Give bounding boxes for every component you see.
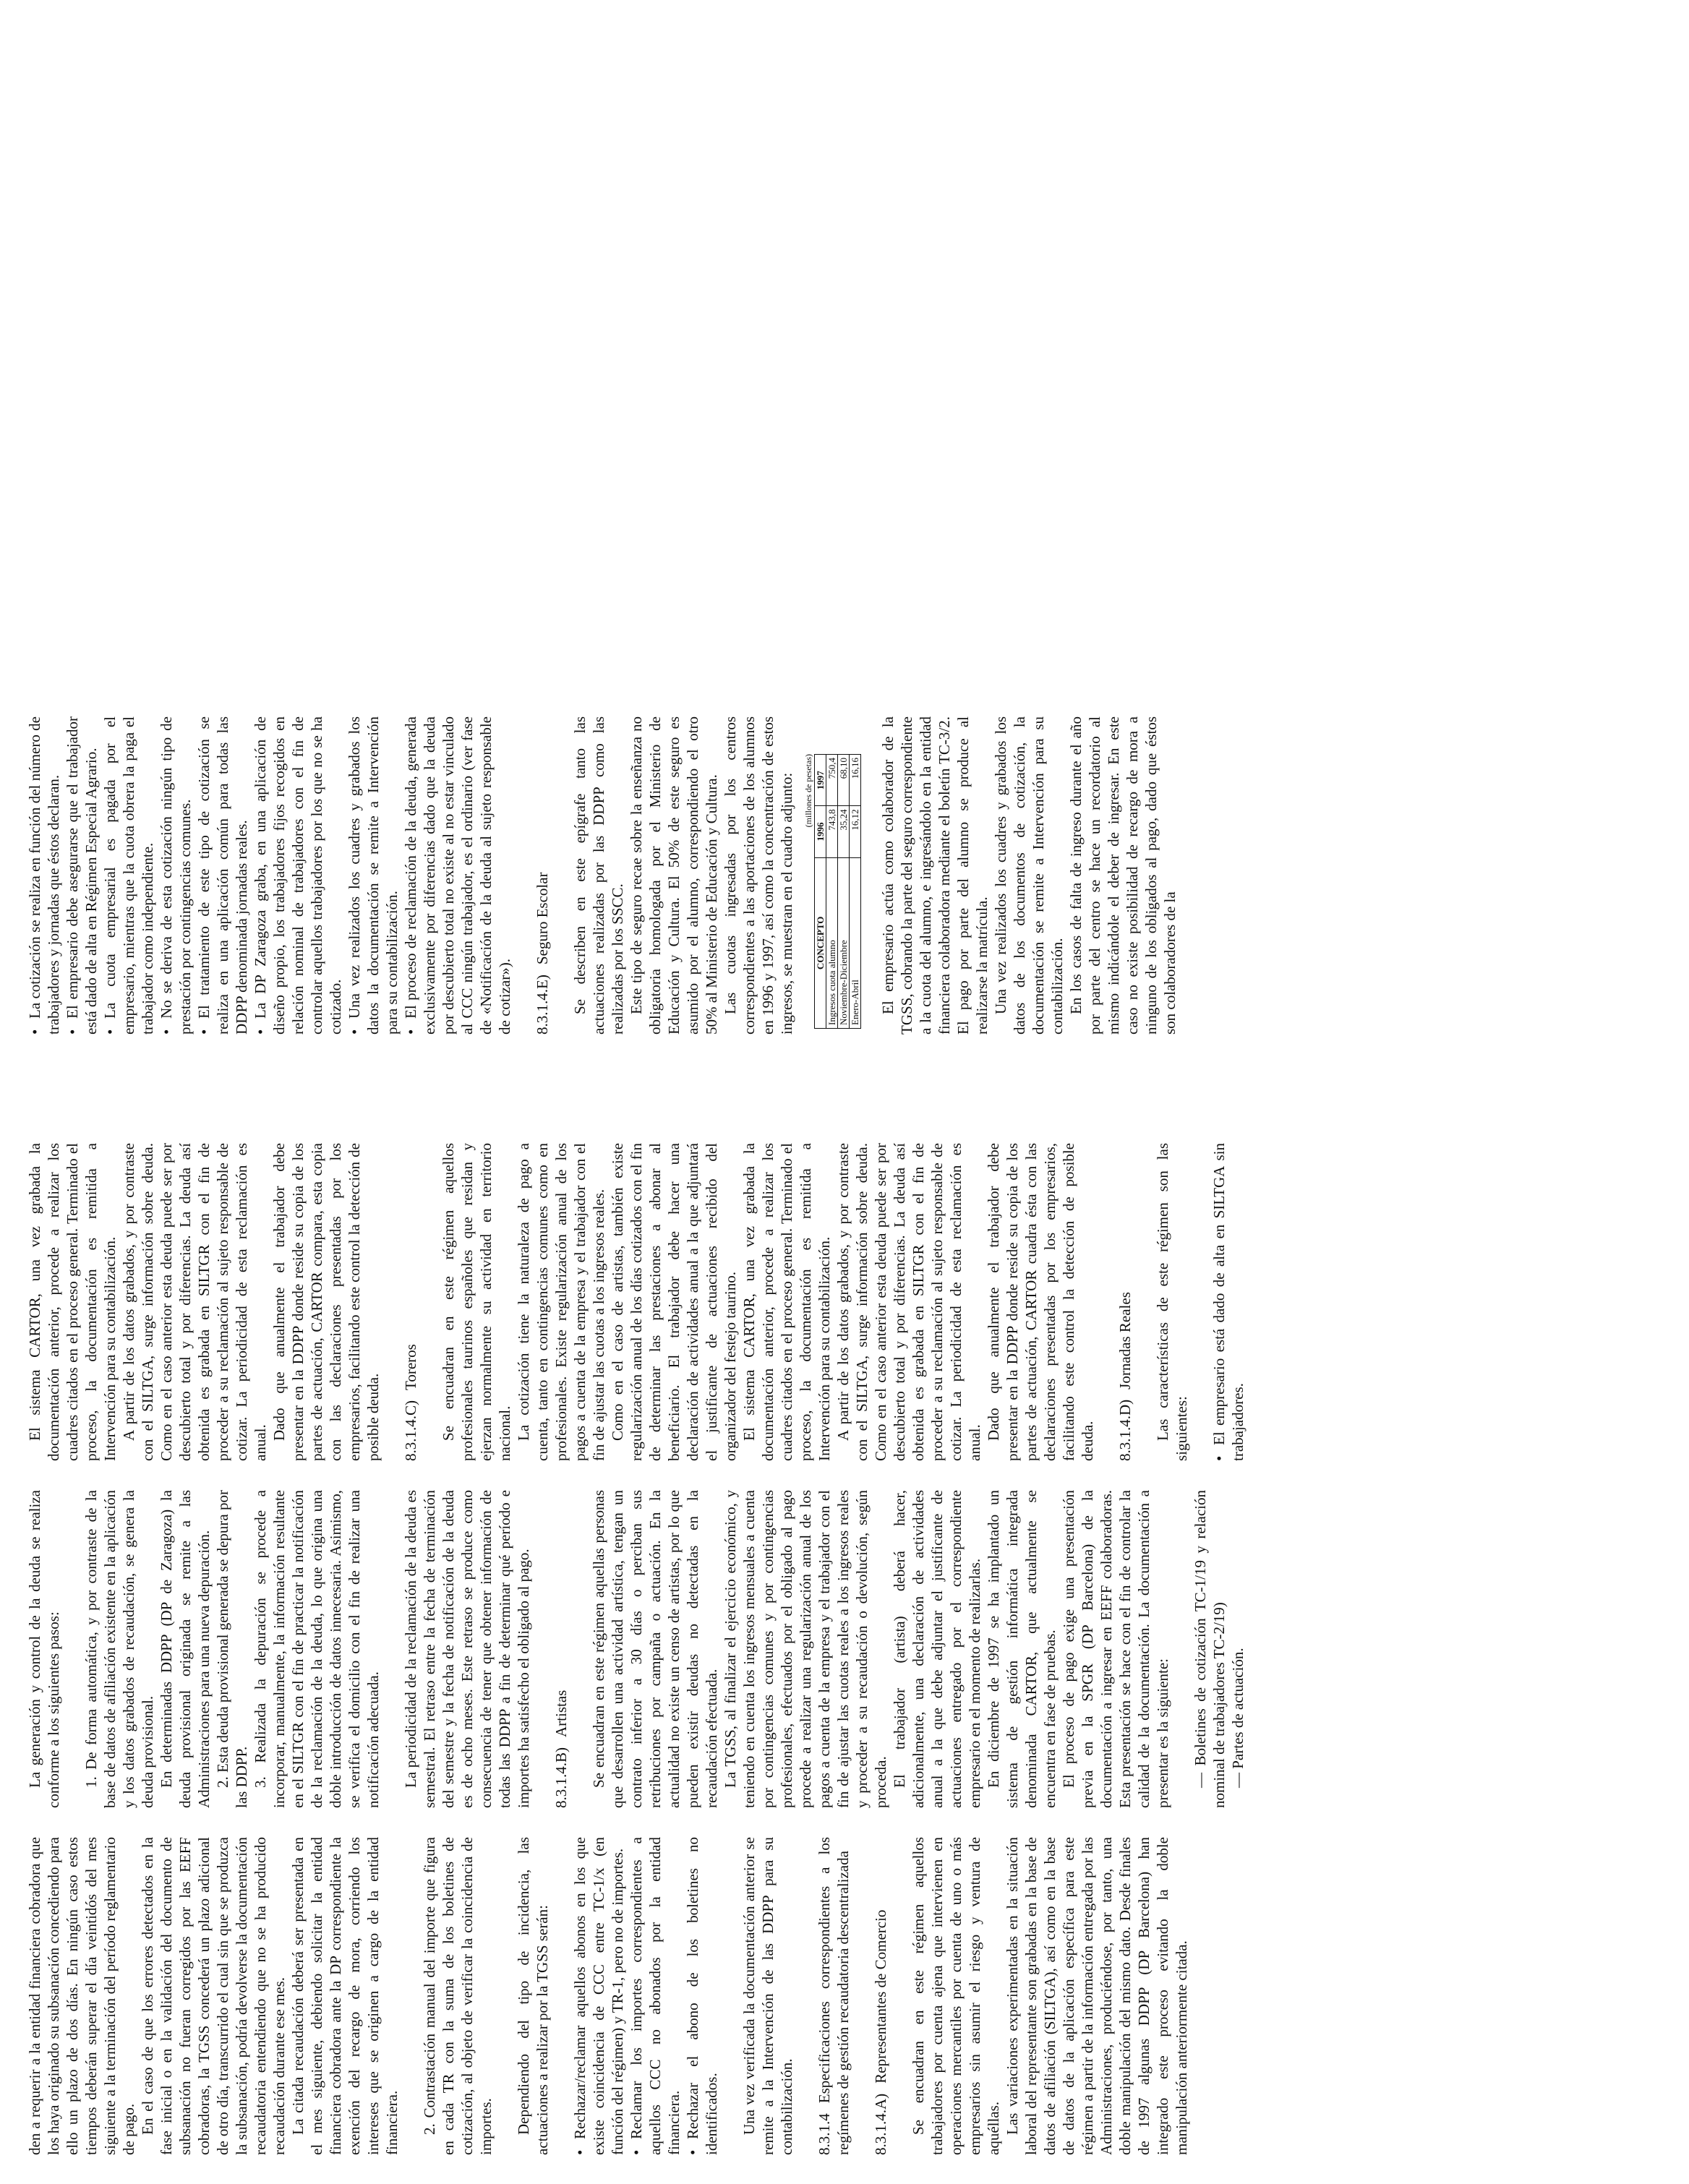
paragraph: La cotización tiene la naturaleza de pago a cuenta, tanto en contingencias comunes como en profesionales. Existe regularización anual de los pagos a cuenta de la empresa y el trabajador con el fin de ajustar las cuotas a los ingresos reales. — [515, 1143, 607, 1461]
bullet-icon: • — [252, 1029, 269, 1035]
bullet-icon: • — [402, 1029, 419, 1035]
bullet-text: Rechazar el abono de los boletines no identificados. — [684, 1837, 720, 2155]
table-row — [826, 755, 838, 1029]
table-row — [850, 755, 861, 1029]
paragraph: 2. Esta deuda provisional generada se depura por las DDPP. — [214, 1490, 250, 1808]
bullet-item — [570, 1837, 627, 2155]
bullet-text: La cuota empresarial es pagada por el empresario, mientras que la cuota obrera la paga el trabajador como independiente. — [101, 716, 156, 1035]
bullet-text: Rechazar/reclamar aquellos abonos en los que existe coincidencia de CCC entre TC-1/x (en función del régimen) y TR-1, pero no de importes. — [571, 1837, 626, 2155]
section-heading — [552, 1490, 570, 1808]
section-heading — [871, 1837, 890, 2155]
left-page-column-2 — [25, 1490, 1681, 1808]
right-page-column-1 — [25, 716, 1681, 1035]
right-page — [25, 15, 1681, 1035]
paragraph: El sistema CARTOR, una vez grabada la documentación anterior, procede a realizar los cuadres citados en el proceso general. Terminado el proceso, la documentación es remitida a Intervención para su contabilización. — [26, 1143, 119, 1461]
paragraph: Una vez realizados los cuadres y grabados los datos de los documentos de cotización, la documentación se remite a Intervención para su contabilización. — [992, 716, 1066, 1035]
section-number: 8.3.1.4 — [816, 2113, 833, 2155]
section-heading — [533, 716, 552, 1035]
bullet-item — [251, 716, 345, 1035]
table-cell: Noviembre-Diciembre — [838, 857, 850, 1028]
bullet-icon: • — [195, 1029, 213, 1035]
paragraph: El sistema CARTOR, una vez grabada la documentación anterior, procede a realizar los cuadres citados en el proceso general. Terminado el proceso, la documentación es remitida a Intervención para su contabilización. — [740, 1143, 833, 1461]
right-page-column-1-text — [25, 716, 796, 1035]
section-number: 8.3.1.4.D) — [1116, 1399, 1134, 1461]
dash-list-item: — Partes de actuación. — [1229, 1648, 1247, 1788]
left-page-column-1 — [25, 1837, 1681, 2155]
section-title: Toreros — [402, 1344, 419, 1390]
bullet-item — [627, 1837, 683, 2155]
paragraph: Las características de este régimen son las siguientes: — [1154, 1143, 1190, 1461]
right-page-column-1-text-after-table — [878, 716, 1179, 1035]
bullet-icon: • — [26, 1029, 43, 1035]
paragraph: Dado que anualmente el trabajador debe presentar en la DDPP donde reside su copia de los partes de actuación, CARTOR compara, esta copia con las declaraciones presentadas por los empresarios, facilitando este control la detección de posible deuda. — [270, 1143, 382, 1461]
bullet-text: Reclamar los importes correspondientes a aquellos CCC no abonados por la entidad financiera. — [628, 1837, 683, 2155]
bullet-text: La DP Zaragoza graba, en una aplicación de diseño propio, los trabajadores fijos recogidos en relación nominal de trabajadores con el fin de controlar aquellos trabajadores por los que no se ha cotizado. — [252, 716, 344, 1035]
table-unit: (millones de pesetas) — [803, 754, 813, 828]
paragraph: Las variaciones experimentadas en la situación laboral del representante son grabadas en la base de datos de afiliación (SILTGA), así como en la base de datos de la aplicación específica para este régimen a partir de la información entregada por las Administraciones, produciéndose, por tanto, una doble manipulación del mismo dato. Desde finales de 1997 algunas DDPP (DP Barcelona) han integrado este proceso evitando la doble manipulación anteriormente citada. — [1004, 1837, 1190, 2155]
paragraph: En los casos de falta de ingreso durante el año por parte del centro se hace un recordatorio al mismo indicándole el deber de ingresar. En este caso no existe posibilidad de recargo de mora a ninguno de los obligados al pago, dado que éstos son colaboradores de la — [1067, 716, 1179, 1035]
bullet-item — [25, 716, 63, 1035]
section-number: 8.3.1.4.C) — [402, 1400, 419, 1461]
bullet-icon: • — [101, 1029, 119, 1035]
section-number: 8.3.1.4.B) — [552, 1747, 570, 1808]
paragraph: A partir de los datos grabados, y por contraste con el SILTGA, surge información sobre deuda. Como en el caso anterior esta deuda puede ser por descubierto total y por diferencias. La deuda así obtenida es grabada en SILTGR con el fin de proceder a su reclamación al sujeto responsable de cotizar. La periodicidad de esta reclamación es anual. — [120, 1143, 269, 1461]
bullet-text: El proceso de reclamación de la deuda, generada exclusivamente por diferencias dado que la deuda por descubierto total no existe al no estar vinculado al CCC ningún trabajador, es el ordinario (ver fase de «Notificación de la deuda al sujeto responsable de cotizar»). — [402, 716, 513, 1035]
paragraph: 1. De forma automática, y por contraste de la base de datos de afiliación existente en la aplicación y los datos grabados de recaudación, se genera la deuda provisional. — [82, 1490, 156, 1808]
bullet-text: Una vez realizados los cuadres y grabados los datos la documentación se remite a Intervención para su contabilización. — [346, 716, 401, 1035]
bullet-item — [157, 716, 194, 1035]
section-title: Seguro Escolar — [534, 872, 551, 965]
paragraph: Se encuadran en este régimen aquellos trabajadores por cuenta ajena que intervienen en operaciones mercantiles por cuenta de uno o más empresarios sin asumir el riesgo y ventura de aquéllas. — [910, 1837, 1002, 2155]
bullet-item — [345, 716, 401, 1035]
bullet-text: El empresario está dado de alta en SILTGA sin trabajadores. — [1210, 1143, 1247, 1461]
section-heading — [401, 1143, 420, 1461]
paragraph: La generación y control de la deuda se realiza conforme a los siguientes pasos: — [26, 1490, 62, 1808]
table-cell: 35,24 — [838, 806, 850, 857]
bullet-icon: • — [1210, 1455, 1228, 1461]
paragraph: Como en el caso de artistas, también existe regularización anual de los días cotizados con el fin de determinar las prestaciones a abonar al beneficiario. El trabajador debe hacer una declaración de actividades anual a la que adjuntará el justificante de actuaciones recibido del organizador del festejo taurino. — [609, 1143, 739, 1461]
paragraph: La citada recaudación deberá ser presentada en el mes siguiente, debiendo solicitar la entidad financiera cobradora ante la DP correspondiente la exención del recargo de mora, corriendo los intereses que se originen a cargo de la entidad financiera. — [289, 1837, 401, 2155]
paragraph: Dado que anualmente el trabajador debe presentar en la DDPP donde reside su copia de los partes de actuación, CARTOR cuadra ésta con las declaraciones presentadas por los empresarios, facilitando este control la detección de posible deuda. — [985, 1143, 1096, 1461]
bullet-icon: • — [628, 2149, 645, 2155]
section-number: 8.3.1.4.A) — [872, 2093, 889, 2155]
paragraph: Se encuadran en este régimen aquellos profesionales taurinos españoles que residan y ejerzan normalmente su actividad en territorio nacional. — [440, 1143, 513, 1461]
paragraph: El proceso de pago exige una presentación previa en la SPGR (DP Barcelona) de la documentación a ingresar en EEFF colaboradoras. Esta presentación se hace con el fin de controlar la calidad de la documentación. La documentación a presentar es la siguiente: — [1060, 1490, 1171, 1808]
bullet-icon: • — [571, 2149, 589, 2155]
table-header-concepto: CONCEPTO — [815, 857, 826, 1028]
table-row — [838, 755, 850, 1029]
paragraph: Este tipo de seguro recae sobre la enseñanza no obligatoria homologada por el Ministerio de Educación y Cultura. El 50% de este seguro es asumido por el alumno, correspondiendo el otro 50% al Ministerio de Educación y Cultura. — [628, 716, 720, 1035]
table-cell: 750,4 — [826, 755, 838, 806]
left-page — [25, 1143, 1681, 2155]
bullet-icon: • — [346, 1029, 363, 1035]
bullet-item — [401, 716, 514, 1035]
bullet-text: No se deriva de esta cotización ningún tipo de prestación por contingencias comunes. — [158, 716, 194, 1035]
table-header-1997: 1997 — [815, 755, 826, 806]
section-title: Especificaciones correspondientes a los regímenes de gestión recaudatoria descentralizada — [816, 1837, 852, 2155]
paragraph: A partir de los datos grabados, y por contraste con el SILTGA, surge información sobre deuda. Como en el caso anterior esta deuda puede ser por descubierto total y por diferencias. La deuda así obtenida es grabada en SILTGR con el fin de proceder a su reclamación al sujeto responsable de cotizar. La periodicidad de esta reclamación es anual. — [834, 1143, 983, 1461]
seguro-escolar-table — [803, 754, 861, 1029]
paragraph: Las cuotas ingresadas por los centros correspondientes a las aportaciones de los alumnos en 1996 y 1997, así como la concentración de estos ingresos, se muestran en el cuadro adjunto: — [722, 716, 795, 1035]
paragraph: La periodicidad de la reclamación de la deuda es semestral. El retraso entre la fecha de terminación del semestre y la fecha de notificación de la deuda es de ocho meses. Este retraso se produce como consecuencia de tener que obtener información de todas las DDPP a fin de determinar qué período e importes ha satisfecho el obligado al pago. — [402, 1490, 532, 1808]
table-cell: 16,16 — [850, 755, 861, 806]
paragraph: El trabajador (artista) deberá hacer, adicionalmente, una declaración de actividades anual a la que debe adjuntar el justificante de actuaciones entregado por el correspondiente empresario en el momento de realizarlas. — [891, 1490, 983, 1808]
bullet-text: El tratamiento de este tipo de cotización se realiza en una aplicación común para todas las DDPP denominada jornadas reales. — [195, 716, 250, 1035]
bullet-icon: • — [64, 1029, 81, 1035]
section-heading — [1116, 1143, 1134, 1461]
bullet-text: La cotización se realiza en función del número de trabajadores y jornadas que éstos declaran. — [26, 716, 62, 1035]
paragraph: 3. Realizada la depuración se procede a incorporar, manualmente, la información resultante en el SILTGR con el fin de practicar la notificación de la reclamación de la deuda, lo que origina una doble introducción de datos innecesaria. Asimismo, se verifica el domicilio con el fin de realizar una notificación adecuada. — [252, 1490, 382, 1808]
section-title: Artistas — [552, 1690, 570, 1737]
paragraph: Se describen en este epígrafe tanto las actuaciones realizadas por las DDPP como las realizadas por los SSCC. — [571, 716, 626, 1035]
left-page-column-3 — [25, 1143, 1681, 1461]
paragraph: Dependiendo del tipo de incidencia, las actuaciones a realizar por la TGSS serán: — [515, 1837, 551, 2155]
paragraph: La TGSS, al finalizar el ejercicio económico, y teniendo en cuenta los ingresos mensuales a cuenta por contingencias comunes y por contingencias profesionales, efectuados por el obligado al pago procede a realizar una regularización anual de los pagos a cuenta de la empresa y el trabajador con el fin de ajustar las cuotas reales a los ingresos reales y proceder a su recaudación o devolución, según proceda. — [722, 1490, 889, 1808]
table-header-1996: 1996 — [815, 806, 826, 857]
bullet-item — [101, 716, 157, 1035]
bullet-item — [63, 716, 101, 1035]
paragraph: Una vez verificada la documentación anterior se remite a la Intervención de las DDPP para su contabilización. — [740, 1837, 795, 2155]
bullet-item — [194, 716, 251, 1035]
section-title: Representantes de Comercio — [872, 1909, 889, 2084]
paragraph: den a requerir a la entidad financiera cobradora que los haya originado su subsanación concediendo para ello un plazo de dos días. En ningún caso estos tiempos deberán superar el día veintidós del mes siguiente a la terminación del período reglamentario de pago. — [26, 1837, 137, 2155]
paragraph: En determinadas DDPP (DP de Zaragoza) la deuda provisional originada se remite a las Administraciones para una nueva depuración. — [158, 1490, 213, 1808]
section-heading — [815, 1837, 852, 2155]
table-cell: Ingresos cuota alumno — [826, 857, 838, 1028]
dash-list-item: — Boletines de cotización TC-1/19 y relación nominal de trabajadores TC-2/19) — [1192, 1490, 1228, 1808]
bullet-icon: • — [158, 1029, 175, 1035]
bullet-text: El empresario debe asegurarse que el trabajador está dado de alta en Régimen Especial Agrario. — [64, 716, 100, 1035]
table-cell: 68,10 — [838, 755, 850, 806]
paragraph: 2. Contrastación manual del importe que figura en cada TR con la suma de los boletines de cotización, al objeto de verificar la coincidencia de importes. — [421, 1837, 495, 2155]
bullet-item — [683, 1837, 721, 2155]
table-cell: 16,12 — [850, 806, 861, 857]
section-title: Jornadas Reales — [1116, 1292, 1134, 1389]
paragraph: El empresario actúa como colaborador de la TGSS, cobrando la parte del seguro correspondiente a la cuota del alumno, e ingresándolo en la entidad financiera colaboradora mediante el boletín TC-3/2. El pago por parte del alumno se produce al realizarse la matrícula. — [879, 716, 991, 1035]
bullet-icon: • — [684, 2149, 701, 2155]
table-cell: Enero-Abril — [850, 857, 861, 1028]
bullet-item — [1210, 1143, 1247, 1461]
paragraph: En el caso de que los errores detectados en la fase inicial o en la validación del documento de subsanación no fueran corregidos por las EEFF cobradoras, la TGSS concederá un plazo adicional de otro día, transcurrido el cual sin que se produzca la subsanación, podría devolverse la documentación recaudatoria entendiendo que no se ha producido recaudación durante ese mes. — [139, 1837, 288, 2155]
paragraph: En diciembre de 1997 se ha implantado un sistema de gestión informática integrada denominada CARTOR, que actualmente se encuentra en fase de pruebas. — [985, 1490, 1059, 1808]
section-number: 8.3.1.4.E) — [534, 975, 551, 1035]
table-cell: 743,8 — [826, 806, 838, 857]
paragraph: Se encuadran en este régimen aquellas personas que desarrollen una actividad artística, tengan un contrato inferior a 30 días o perciban sus retribuciones por campaña o actuación. En la actualidad no existe un censo de artistas, por lo que pueden existir deudas no detectadas en la recaudación efectuada. — [590, 1490, 720, 1808]
